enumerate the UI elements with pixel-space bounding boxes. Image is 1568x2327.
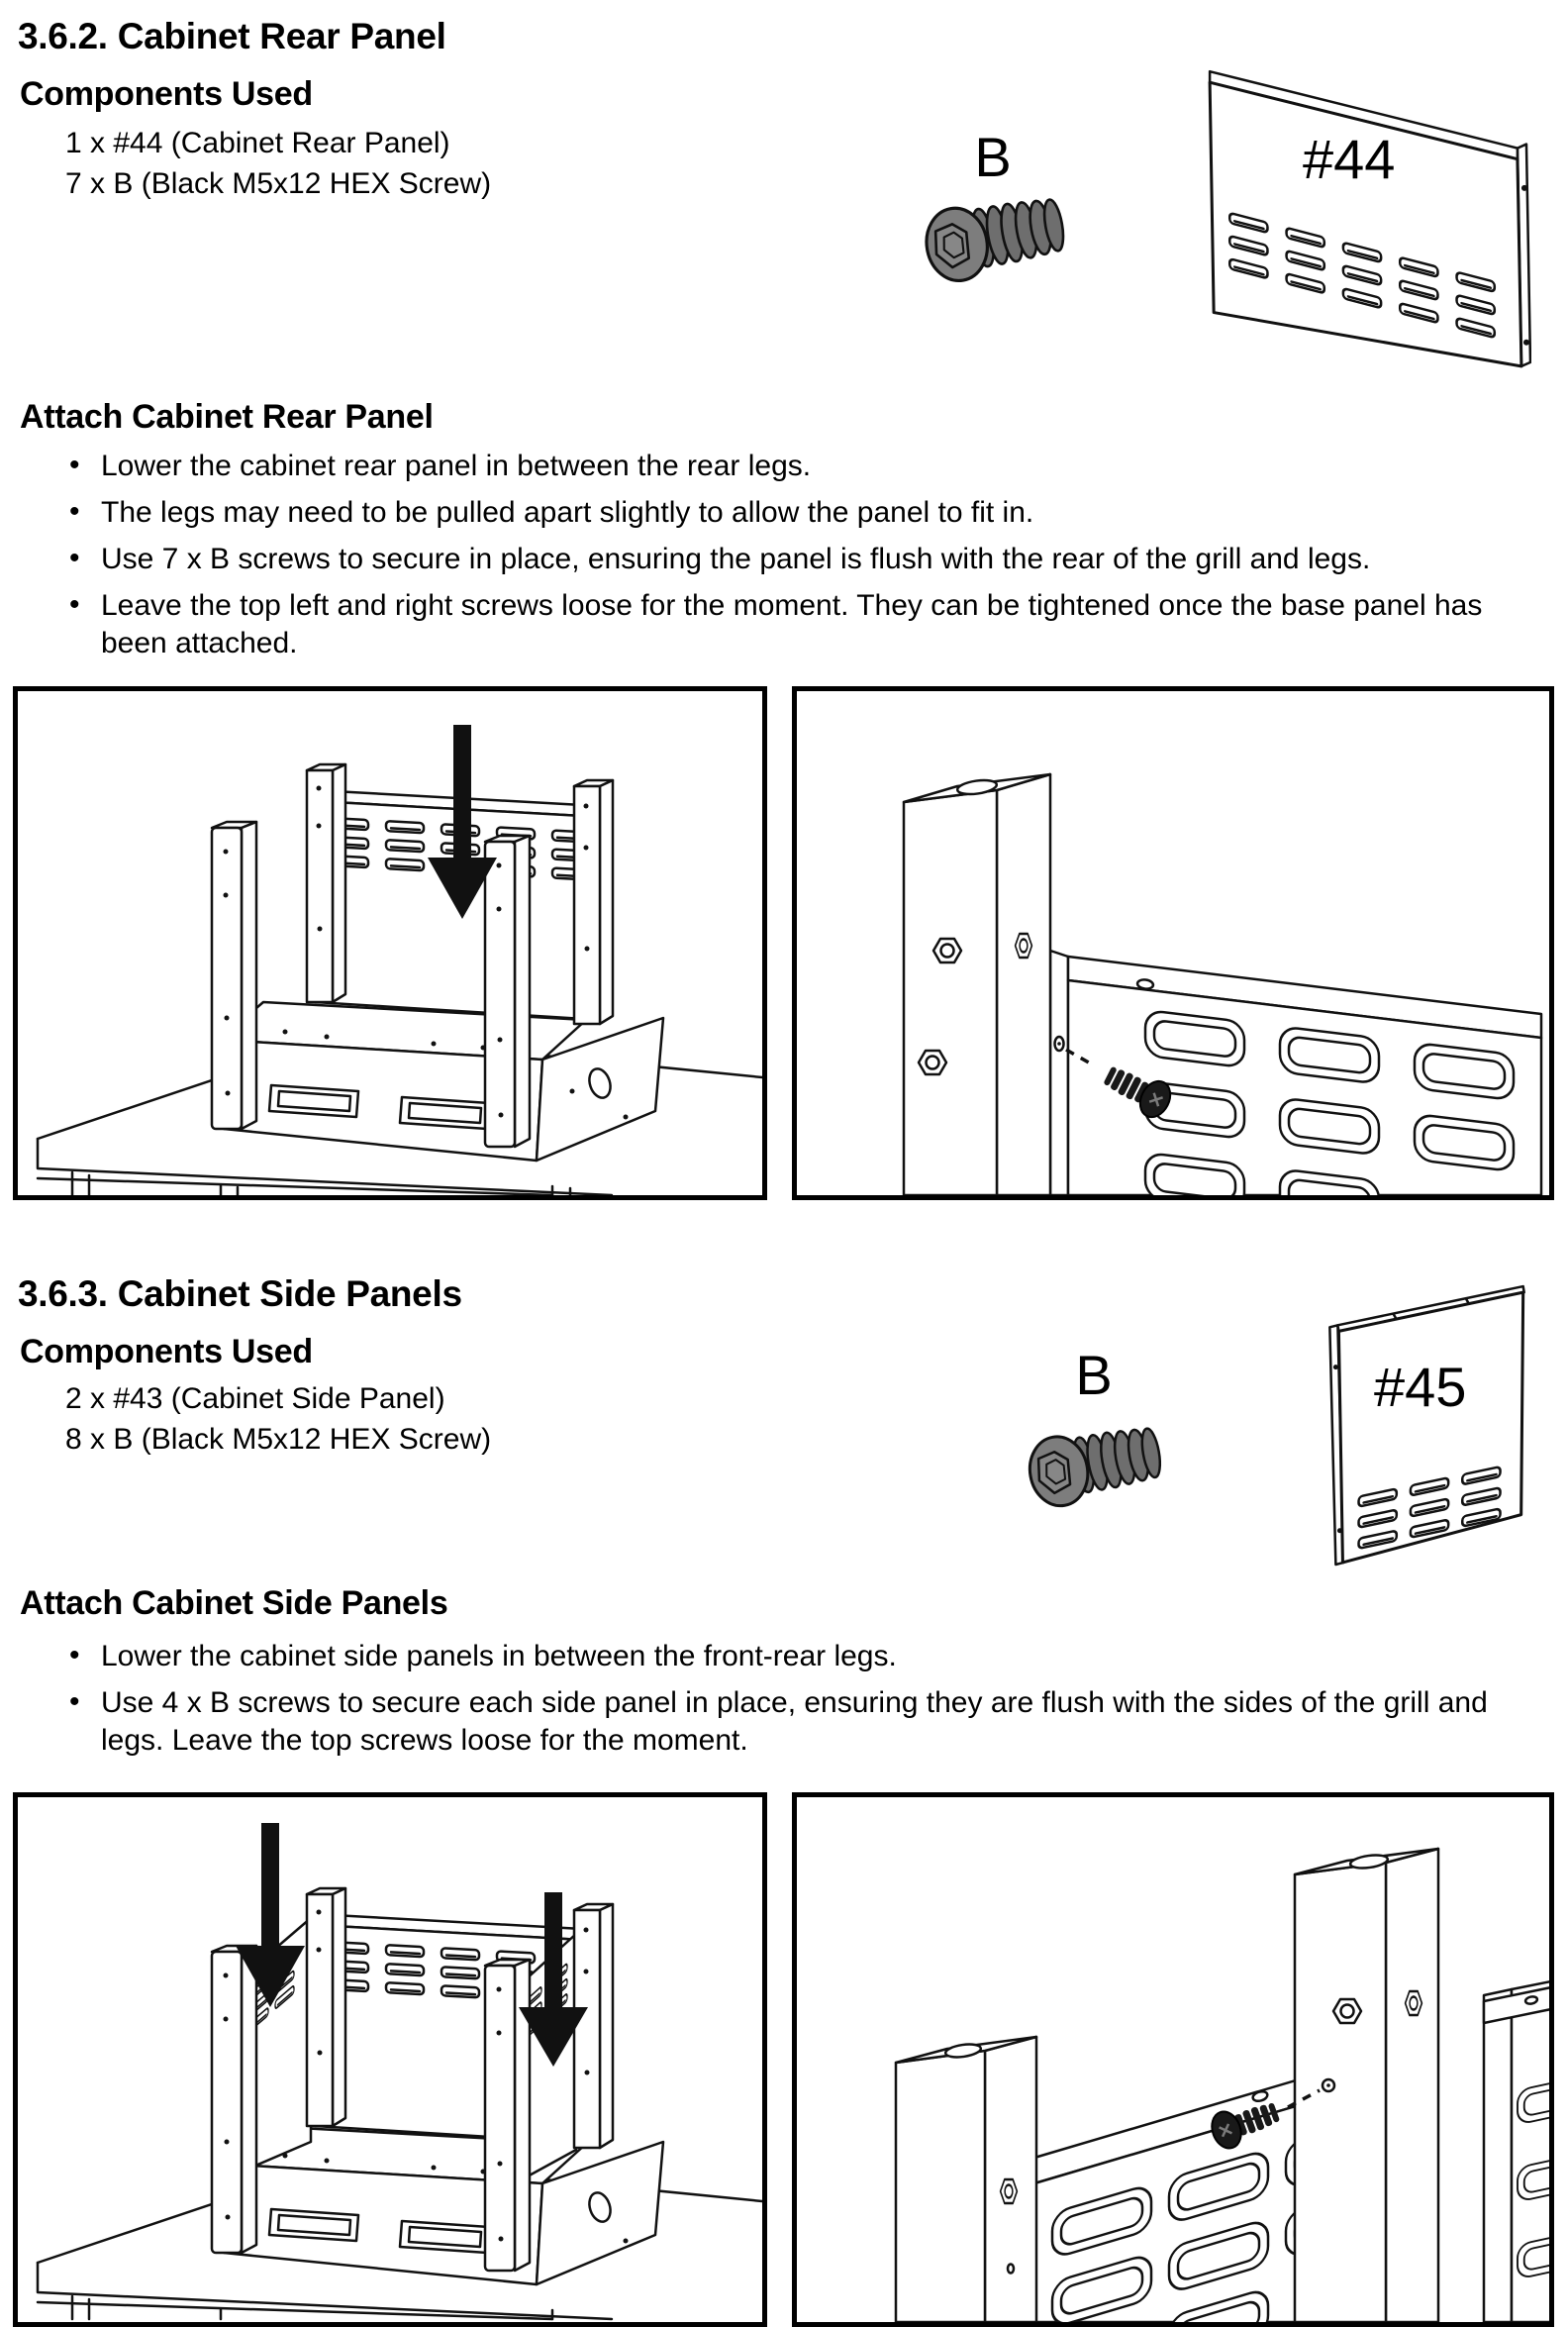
components-heading-1: Components Used xyxy=(20,75,313,113)
instruction-item: • Use 4 x B screws to secure each side panel in place, ensuring they are flush with the sides of the grill and legs. Leave the top screws loose for the moment. xyxy=(65,1684,1528,1760)
instruction-list-2 xyxy=(65,1638,1528,1769)
figure-lower-side-panels xyxy=(13,1792,767,2327)
components-list-1 xyxy=(65,123,491,204)
instruction-list-1 xyxy=(65,448,1528,671)
rear-panel-44-drawing xyxy=(1188,46,1531,386)
component-item: 7 x B (Black M5x12 HEX Screw) xyxy=(65,167,492,200)
instruction-item: • The legs may need to be pulled apart slightly to allow the panel to fit in. xyxy=(65,494,1528,532)
attach-heading-1: Attach Cabinet Rear Panel xyxy=(20,398,434,436)
screw-callout-label: B xyxy=(1075,1344,1113,1406)
attach-heading-2: Attach Cabinet Side Panels xyxy=(20,1584,448,1622)
instruction-item: • Use 7 x B screws to secure in place, ensuring the panel is flush with the rear of the grill and legs. xyxy=(65,541,1528,578)
component-item: 1 x #44 (Cabinet Rear Panel) xyxy=(65,127,450,159)
hex-screw-icon xyxy=(919,180,1075,284)
hex-screw-icon xyxy=(1022,1410,1172,1509)
component-item: 8 x B (Black M5x12 HEX Screw) xyxy=(65,1423,492,1456)
panel-number-label: #44 xyxy=(1303,128,1396,190)
instruction-item: • Lower the cabinet rear panel in between the rear legs. xyxy=(65,448,1528,485)
components-list-2 xyxy=(65,1378,491,1460)
figure-side-panel-screw-detail xyxy=(792,1792,1554,2327)
instruction-item: • Lower the cabinet side panels in between the front-rear legs. xyxy=(65,1638,1528,1675)
figure-rear-panel-screw-detail xyxy=(792,686,1554,1200)
figure-lower-rear-panel xyxy=(13,686,767,1200)
components-heading-2: Components Used xyxy=(20,1333,313,1370)
section-title-363: 3.6.3. Cabinet Side Panels xyxy=(18,1273,462,1314)
panel-number-label: #45 xyxy=(1374,1356,1467,1418)
component-item: 2 x #43 (Cabinet Side Panel) xyxy=(65,1382,445,1415)
section-title-362: 3.6.2. Cabinet Rear Panel xyxy=(18,16,446,56)
screw-callout-label: B xyxy=(974,126,1012,188)
instruction-item: • Leave the top left and right screws loose for the moment. They can be tightened once the base panel has been attached. xyxy=(65,587,1528,662)
side-panel-45-drawing xyxy=(1319,1279,1530,1568)
